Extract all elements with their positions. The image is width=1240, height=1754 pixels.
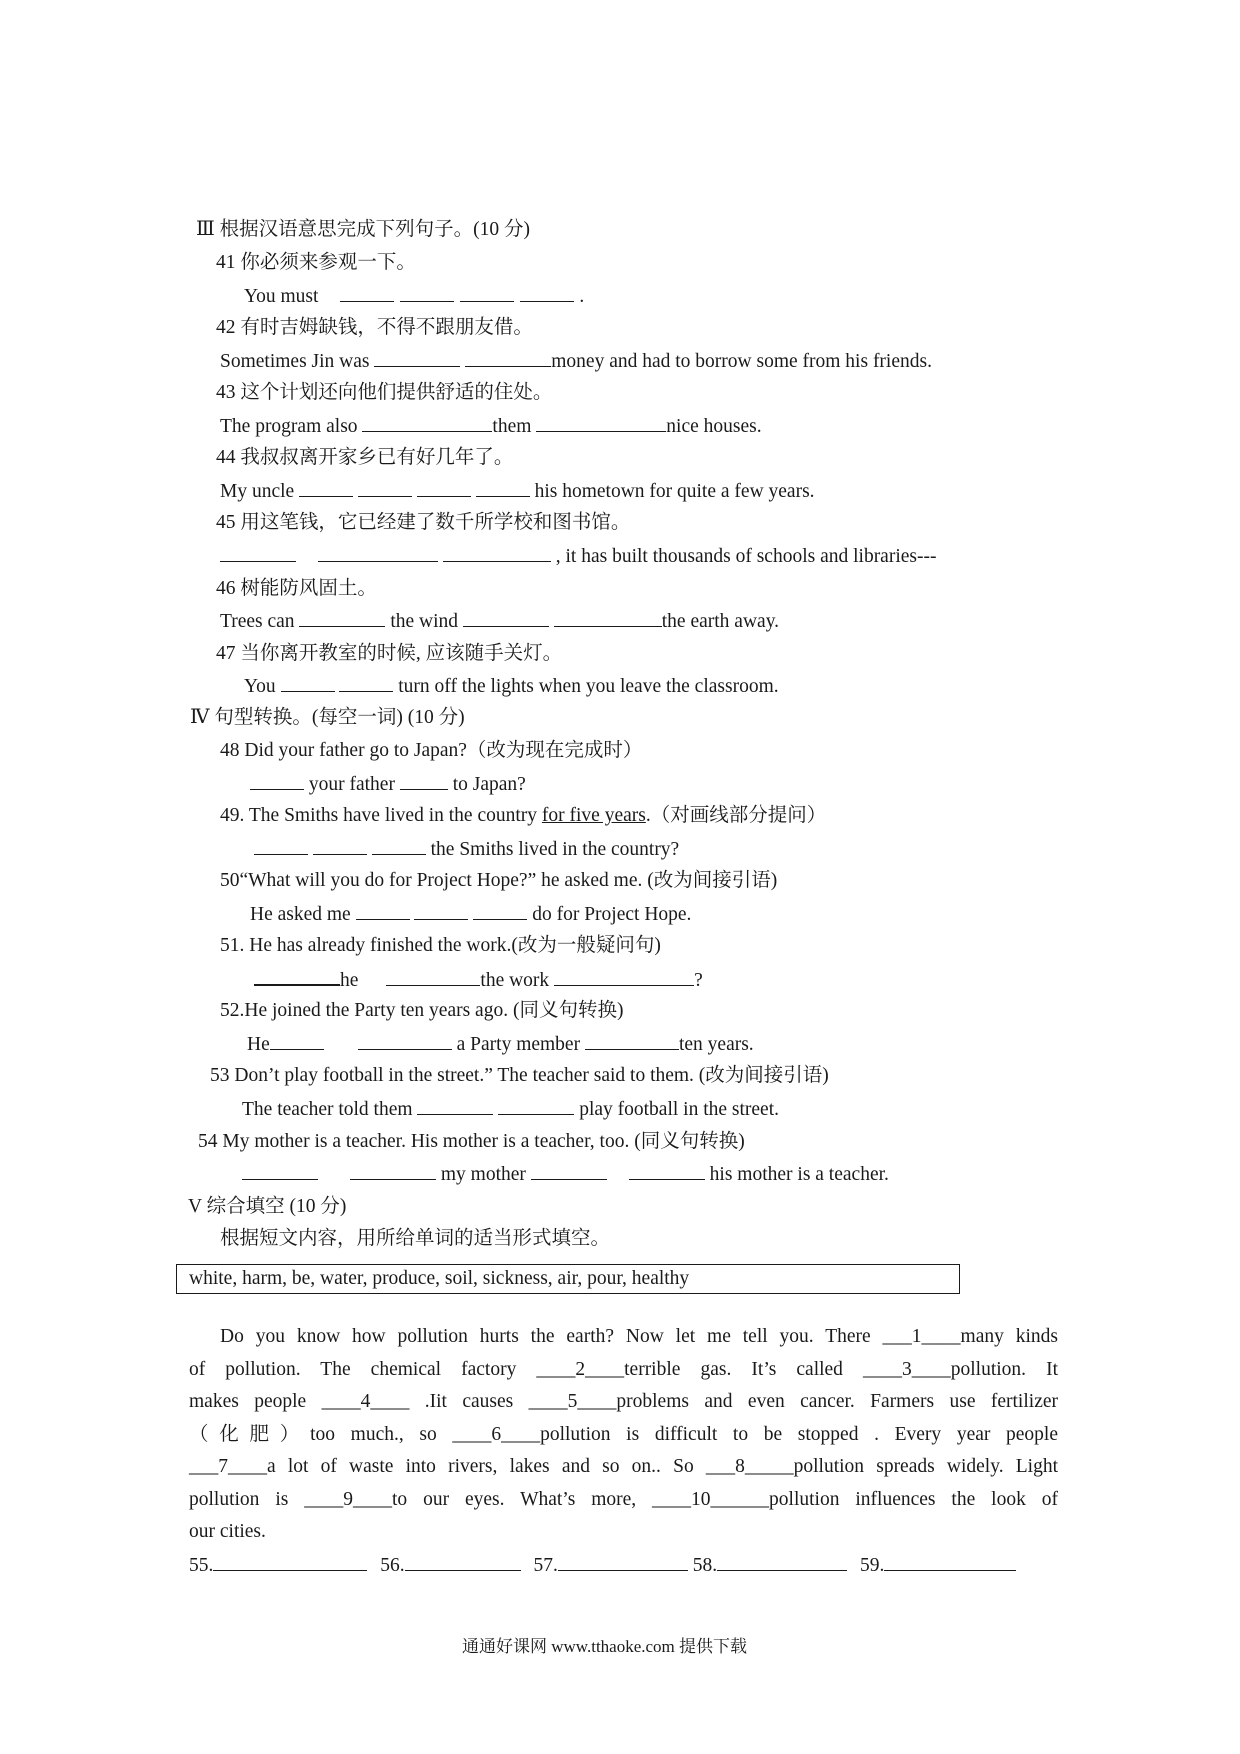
answer-59: 59.	[860, 1555, 885, 1576]
passage-line-4: （化肥）too much., so ____6____pollution is difficult to be stopped . Every year people	[189, 1424, 1058, 1445]
q42-english: Sometimes Jin was money and had to borrow some from his friends.	[220, 351, 932, 372]
answer-55: 55.	[189, 1555, 214, 1576]
q45-chinese: 45 用这笔钱，它已经建了数千所学校和图书馆。	[216, 512, 631, 533]
passage-line-1: Do you know how pollution hurts the earth? Now let me tell you. There ___1____many kinds	[220, 1326, 1058, 1347]
q54-question: 54 My mother is a teacher. His mother is a teacher, too. (同义句转换)	[198, 1131, 745, 1152]
q41-english: You must .	[244, 286, 585, 307]
q46-chinese: 46 树能防风固土。	[216, 578, 377, 599]
q47-english: You turn off the lights when you leave the classroom.	[244, 676, 779, 697]
q48-answer: your father to Japan?	[250, 772, 526, 797]
q49-answer: the Smiths lived in the country?	[254, 837, 679, 862]
section-3-heading: Ⅲ 根据汉语意思完成下列句子。(10 分)	[196, 219, 531, 240]
passage-line-2: of pollution. The chemical factory ____2____terrible gas. It’s called ____3____pollution. It	[189, 1359, 1058, 1380]
answer-58: 58.	[692, 1555, 718, 1576]
answer-56: 56.	[380, 1555, 405, 1576]
word-bank: white, harm, be, water, produce, soil, sickness, air, pour, healthy	[189, 1268, 690, 1289]
section-5-heading: V 综合填空 (10 分)	[188, 1196, 347, 1217]
answer-blanks	[189, 1553, 1016, 1578]
q45-english: , it has built thousands of schools and libraries---	[220, 544, 936, 569]
page-footer: 通通好课网 www.tthaoke.com 提供下载	[462, 1637, 748, 1656]
answer-57: 57.	[533, 1555, 558, 1576]
q54-answer: my mother his mother is a teacher.	[242, 1162, 889, 1187]
q53-answer: The teacher told them play football in the street.	[242, 1099, 780, 1120]
q42-chinese: 42 有时吉姆缺钱，不得不跟朋友借。	[216, 317, 533, 338]
passage-line-6: pollution is ____9____to our eyes. What’s more, ____10______pollution influences the look of	[189, 1489, 1058, 1510]
q53-question: 53 Don’t play football in the street.” The teacher said to them. (改为间接引语)	[210, 1065, 829, 1086]
q52-question: 52.He joined the Party ten years ago. (同义句转换)	[220, 1000, 624, 1021]
q44-chinese: 44 我叔叔离开家乡已有好几年了。	[216, 447, 514, 468]
section-5-instruction: 根据短文内容，用所给单词的适当形式填空。	[220, 1228, 611, 1249]
q47-chinese: 47 当你离开教室的时候, 应该随手关灯。	[216, 643, 563, 664]
q49-question: 49. The Smiths have lived in the country for five years.（对画线部分提问）	[220, 805, 827, 826]
q48-question: 48 Did your father go to Japan?（改为现在完成时）	[220, 740, 643, 761]
q51-answer: he the work ?	[254, 967, 703, 993]
q44-english: My uncle his hometown for quite a few years.	[220, 481, 815, 502]
passage-line-3: makes people ____4____ .Iit causes ____5____problems and even cancer. Farmers use fertilizer	[189, 1391, 1058, 1412]
passage-line-5: ___7____a lot of waste into rivers, lakes and so on.. So ___8_____pollution spreads widely. Light	[189, 1456, 1058, 1477]
q43-chinese: 43 这个计划还向他们提供舒适的住处。	[216, 382, 553, 403]
word-bank-box	[176, 1264, 960, 1294]
q41-chinese: 41 你必须来参观一下。	[216, 252, 416, 273]
passage-line-7: our cities.	[189, 1521, 266, 1542]
q50-answer: He asked me do for Project Hope.	[250, 904, 692, 925]
q51-question: 51. He has already finished the work.(改为一般疑问句)	[220, 935, 661, 956]
q52-answer: He a Party member ten years.	[247, 1034, 754, 1055]
q43-english: The program also them nice houses.	[220, 416, 762, 437]
q50-question: 50“What will you do for Project Hope?” he asked me. (改为间接引语)	[220, 870, 778, 891]
q46-english: Trees can the wind the earth away.	[220, 611, 780, 632]
section-4-heading: Ⅳ 句型转换。(每空一词) (10 分)	[190, 707, 465, 728]
